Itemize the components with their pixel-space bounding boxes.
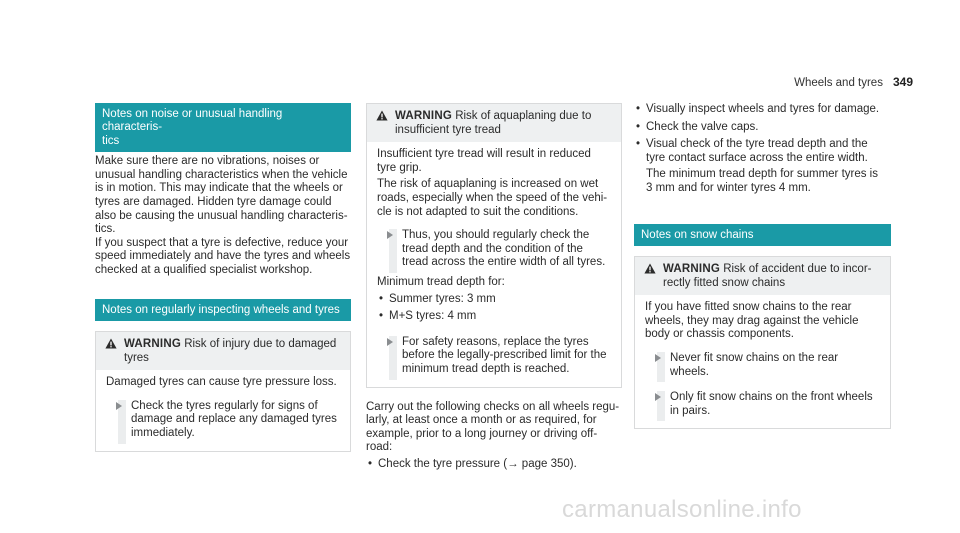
step-arrow-icon bbox=[116, 402, 122, 410]
warning-triangle-icon bbox=[105, 338, 117, 349]
list-item: • Summer tyres: 3 mm bbox=[377, 293, 611, 307]
injury-warning-box bbox=[95, 331, 351, 452]
warning-triangle-icon bbox=[376, 110, 388, 121]
noise-section-title: Notes on noise or unusual handling characteris- tics bbox=[95, 103, 351, 152]
warning-header: WARNING Risk of accident due to incor- rectly fitted snow chains bbox=[635, 257, 890, 295]
list-item: • Check the valve caps. bbox=[634, 121, 891, 135]
column-3 bbox=[634, 103, 891, 429]
warning-header: WARNING Risk of injury due to damaged tyres bbox=[96, 332, 350, 370]
checks-list bbox=[634, 103, 891, 165]
checks-list bbox=[366, 458, 622, 472]
warning-triangle-icon bbox=[644, 263, 656, 274]
step-arrow-icon bbox=[655, 393, 661, 401]
column-2 bbox=[366, 103, 622, 471]
step-item: Never fit snow chains on the rear wheels. bbox=[645, 352, 880, 379]
warning-paragraph: If you have fitted snow chains to the rear wheels, they may drag against the vehicle body or chassis components. bbox=[645, 301, 859, 341]
tread-depth-list bbox=[377, 293, 611, 324]
step-arrow-icon bbox=[387, 338, 393, 346]
step-item: For safety reasons, replace the tyres before the legally-prescribed limit for the minimum tread depth is reached. bbox=[377, 336, 611, 377]
header-title: Wheels and tyres bbox=[794, 77, 883, 89]
page-header bbox=[794, 76, 913, 91]
step-item: Check the tyres regularly for signs of damage and replace any damaged tyres immediately. bbox=[106, 400, 340, 441]
aquaplaning-warning-box bbox=[366, 103, 622, 388]
warning-body: Damaged tyres can cause tyre pressure loss. Check the tyres regularly for signs of damage and replace any damaged tyres immediately. bbox=[96, 370, 350, 450]
list-item: • Visual check of the tyre tread depth and the tyre contact surface across the entire width. bbox=[634, 138, 891, 165]
step-arrow-icon bbox=[387, 231, 393, 239]
step-item: Thus, you should regularly check the tread depth and the condition of the tread across the entire width of all tyres. bbox=[377, 229, 611, 270]
min-depth-note: The minimum tread depth for summer tyres is 3 mm and for winter tyres 4 mm. bbox=[646, 168, 878, 194]
warning-header: WARNING Risk of aquaplaning due to insufficient tyre tread bbox=[367, 104, 621, 142]
watermark: carmanualsonline.info bbox=[562, 496, 802, 523]
warning-label: WARNING bbox=[124, 337, 181, 350]
warning-paragraph-1: Insufficient tyre tread will result in reduced tyre grip. bbox=[377, 148, 591, 174]
noise-paragraph-2: If you suspect that a tyre is defective, reduce your speed immediately and have the tyres and wheels checked at a qualified specialist workshop. bbox=[95, 236, 351, 276]
warning-body bbox=[367, 142, 621, 386]
inspect-section-title: Notes on regularly inspecting wheels and tyres bbox=[95, 299, 351, 321]
step-arrow-icon bbox=[655, 354, 661, 362]
warning-label: WARNING bbox=[395, 110, 452, 122]
snow-chain-warning-box bbox=[634, 256, 891, 429]
snow-section-title: Notes on snow chains bbox=[634, 224, 891, 246]
list-item: • M+S tyres: 4 mm bbox=[377, 310, 611, 324]
warning-paragraph-2: The risk of aquaplaning is increased on wet roads, especially when the speed of the vehi- cle is not adapted to suit the conditions. bbox=[377, 178, 608, 218]
min-tread-label: Minimum tread depth for: bbox=[377, 275, 505, 288]
list-item: • Check the tyre pressure (→ page 350). bbox=[366, 458, 622, 472]
warning-label: WARNING bbox=[663, 262, 720, 275]
column-1 bbox=[95, 103, 351, 452]
list-item: • Visually inspect wheels and tyres for damage. bbox=[634, 103, 891, 117]
warning-body bbox=[635, 295, 890, 428]
step-item: Only fit snow chains on the front wheels in pairs. bbox=[645, 391, 880, 418]
page-number: 349 bbox=[892, 75, 913, 89]
checks-paragraph: Carry out the following checks on all wheels regu- larly, at least once a month or as required, for example, prior to a long journey or driving off- road: bbox=[366, 400, 620, 454]
noise-paragraph-1: Make sure there are no vibrations, noises or unusual handling characteristics when the vehicle is in motion. This may indicate that the wheels or tyres are damaged. Hidden tyre damage could also be causing the unusual handling characteris- tics. bbox=[95, 155, 348, 236]
